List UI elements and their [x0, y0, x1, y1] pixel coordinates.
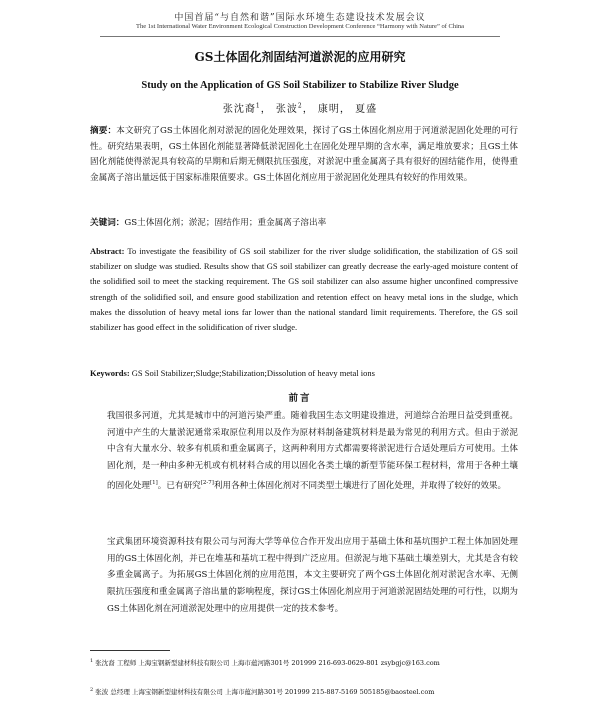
author-name: 康明 [317, 104, 340, 115]
footnote-mark: 1 [90, 658, 94, 664]
header-divider [100, 36, 500, 37]
author-list: 张沈裔$^1$， 张波$^2$， 康明， 夏盛 [222, 102, 378, 115]
paragraph-2-text: 宝武集团环境资源科技有限公司与河海大学等单位合作开发出应用于基础土体和基坑围护工程土体加固处理用的GS土体固化剂，并已在堆基和基坑工程中得到广泛应用。但淤泥与地下基础土壤差别大，尤其是含有较多重金属离子。为拓展GS土体固化剂的应用范围，本文主要研究了两个GS土体固化剂对淤泥含水率、无侧限抗压强度和重金属离子溶出量的影响程度，探讨GS土体固化剂应用于河道淤泥固结处理的可行性，以期为GS土体固化剂在河道淤泥处理中的应用提供一定的技术参考。 [107, 537, 518, 614]
author-name: 张沈裔 [222, 104, 256, 115]
author-mark: 1 [255, 102, 261, 110]
footnote-divider [90, 650, 170, 651]
paper-title-cn: GS土体固化剂固结河道淤泥的应用研究 [194, 50, 406, 64]
paragraph-1-text-b: 。已有研究 [157, 480, 201, 491]
keywords-en-text: GS Soil Stabilizer;Sludge;Stabilization;Dissolution of heavy metal ions [131, 368, 375, 378]
keywords-en [90, 366, 518, 382]
abstract-en [90, 244, 518, 335]
citation-ref: [1] [149, 479, 158, 486]
footnote-text: 张沈裔 工程师 上海宝钢新型建材科技有限公司 上海市蕴河路301号 201999 216-693-0629-801 zsybgjc@163.com [95, 659, 440, 668]
conference-header-en: The 1st International Water Environment Ecological Construction Development Conference “Harmony with Nature” of China [135, 23, 465, 30]
paragraph-1-text-c: 利用各种土体固化剂对不同类型土壤进行了固化处理，并取得了较好的效果。 [213, 480, 507, 491]
footnote-mark: 2 [90, 687, 94, 693]
footnote-2 [90, 685, 520, 697]
keywords-cn [90, 216, 518, 232]
keywords-cn-text: GS土体固化剂；淤泥；固结作用；重金属离子溶出率 [124, 218, 327, 228]
footnote-1 [90, 656, 520, 668]
abstract-cn-text: 本文研究了GS土体固化剂对淤泥的固化处理效果，探讨了GS土体固化剂应用于河道淤泥固化处理的可行性。研究结果表明，GS土体固化剂能显著降低淤泥固化土在固化处理早期的含水率，满足堆放要求；且GS土体固化剂能使得淤泥具有较高的早期和后期无侧限抗压强度，对淤泥中重金属离子具有很好的固结能作用，使得重金属离子溶出量远低于国家标准限值要求。GS土体固化剂应用于淤泥固化处理具有较好的作用效果。 [90, 126, 518, 183]
abstract-en-text: To investigate the feasibility of GS soil stabilizer for the river sludge solidification, the stabilization of GS soil stabilizer on sludge was studied. Results show that GS soil stabilizer can greatly decrease the early-aged moisture content of the solidified soil to meet the stacking requirement. The GS soil stabilizer can also assume higher unconfined compressive strength of the solidified soil, and ensure good stabilization and retention effect on heavy metal ions in the sludge, which makes the dissolution of heavy metal ions far lower than the national standard limit requirements. Therefore, the GS soil stabilizer has good effect in the solidification of river sludge. [90, 246, 518, 333]
keywords-cn-label: 关键词： [90, 218, 125, 228]
conference-header-cn: 中国首届“与自然和谐”国际水环境生态建设技术发展会议 [174, 13, 426, 23]
body-paragraph-1 [90, 408, 518, 494]
author-name: 张波 [275, 104, 298, 115]
author-mark: 2 [297, 102, 303, 110]
abstract-cn [90, 124, 518, 186]
body-paragraph-2 [90, 534, 518, 618]
footnote-text: 张波 总经理 上海宝钢新型建材科技有限公司 上海市蕴河路301号 201999 215-887-5169 505185@baosteel.com [95, 688, 435, 697]
abstract-en-label: Abstract: [90, 246, 125, 256]
paragraph-1-text-a: 我国很多河道，尤其是城市中的河道污染严重。随着我国生态文明建设推进，河道综合治理日益受到重视。河道中产生的大量淤泥通常采取原位利用以及作为原材料制备建筑材料是最为常见的利用方式。但由于淤泥中含有大量水分、较多有机质和重金属离子，这两种利用方式都需要将淤泥进行合适处理后方可使用。土体固化剂，是一种由多种无机或有机材料合成的用以固化各类土壤的新型节能环保工程材料，常用于各种土壤的固化处理 [107, 411, 518, 491]
citation-ref: [2-7] [200, 479, 214, 486]
author-name: 夏盛 [355, 104, 378, 115]
section-title-preface: 前言 [288, 393, 312, 404]
keywords-en-label: Keywords: [90, 368, 130, 378]
abstract-cn-label: 摘要： [90, 126, 117, 136]
paper-title-en: Study on the Application of GS Soil Stabilizer to Stabilize River Sludge [141, 80, 459, 91]
